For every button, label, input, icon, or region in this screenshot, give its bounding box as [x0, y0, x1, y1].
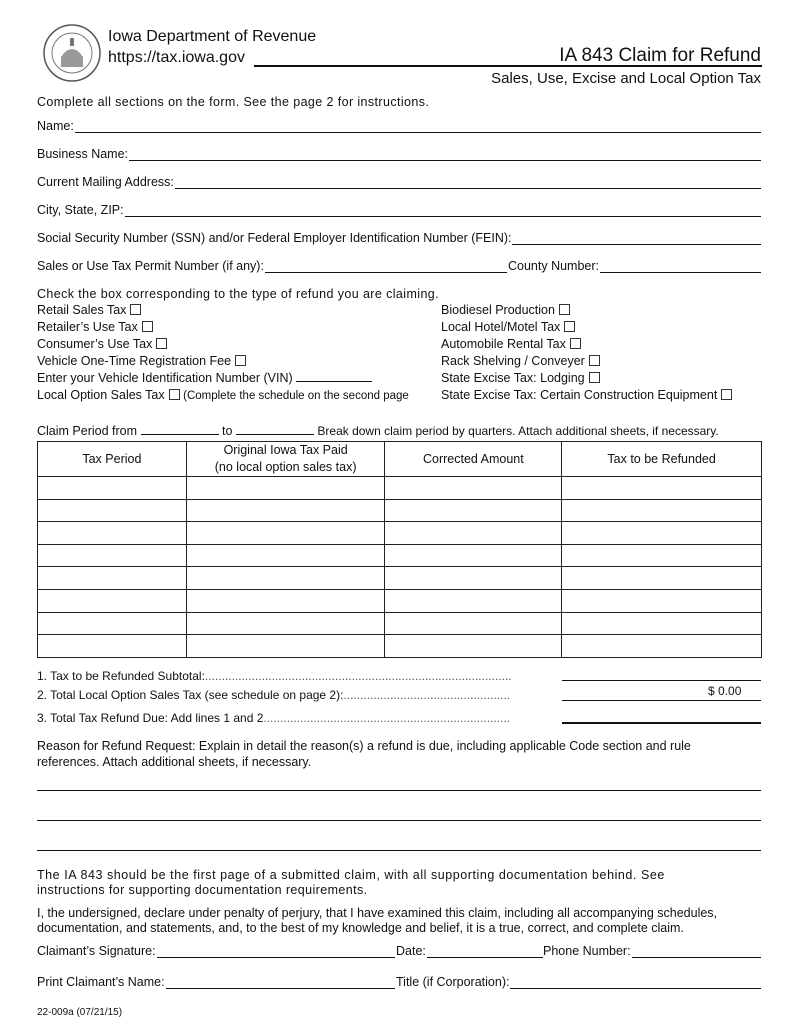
- claim-period: Claim Period from to Break down claim period by quarters. Attach additional sheets, if necessary.: [37, 424, 719, 438]
- checkbox-icon[interactable]: [142, 321, 153, 332]
- table-cell-input[interactable]: [562, 612, 762, 635]
- table-cell-input[interactable]: [562, 635, 762, 658]
- table-cell-input[interactable]: [562, 499, 762, 522]
- vin-field[interactable]: Enter your Vehicle Identification Number (VIN): [37, 371, 372, 385]
- phone-field[interactable]: Phone Number:: [543, 944, 761, 958]
- checkbox-local-option-sales-tax[interactable]: Local Option Sales Tax (Complete the schedule on the second page: [37, 388, 409, 402]
- table-cell-input[interactable]: [186, 635, 385, 658]
- table-cell-input[interactable]: [38, 477, 187, 500]
- reason-input-1[interactable]: [37, 790, 761, 791]
- checkbox-excise-construction[interactable]: State Excise Tax: Certain Construction Equipment: [441, 388, 732, 402]
- table-row: [38, 499, 762, 522]
- table-cell-input[interactable]: [38, 544, 187, 567]
- checkbox-retail-sales-tax[interactable]: Retail Sales Tax: [37, 303, 141, 317]
- table-cell-input[interactable]: [186, 522, 385, 545]
- form-title: IA 843 Claim for Refund: [559, 45, 761, 66]
- table-row: [38, 612, 762, 635]
- checkbox-icon[interactable]: [156, 338, 167, 349]
- business-name-label: Business Name:: [37, 147, 129, 161]
- checkbox-consumers-use-tax[interactable]: Consumer’s Use Tax: [37, 337, 167, 351]
- notice-line-2: instructions for supporting documentation requirements.: [37, 883, 368, 897]
- table-cell-input[interactable]: [38, 612, 187, 635]
- checkbox-icon[interactable]: [570, 338, 581, 349]
- table-cell-input[interactable]: [38, 635, 187, 658]
- table-cell-input[interactable]: [38, 589, 187, 612]
- checkbox-biodiesel[interactable]: Biodiesel Production: [441, 303, 570, 317]
- form-number: 22-009a (07/21/15): [37, 1007, 123, 1018]
- table-row: [38, 589, 762, 612]
- mailing-address-label: Current Mailing Address:: [37, 175, 174, 189]
- name-field[interactable]: [37, 119, 761, 133]
- table-cell-input[interactable]: [186, 589, 385, 612]
- table-cell-input[interactable]: [38, 567, 187, 590]
- table-cell-input[interactable]: [562, 477, 762, 500]
- reason-line-2: references. Attach additional sheets, if necessary.: [37, 755, 312, 769]
- reason-input-2[interactable]: [37, 820, 761, 821]
- checkbox-hotel-motel[interactable]: Local Hotel/Motel Tax: [441, 320, 575, 334]
- reason-line-1: Reason for Refund Request: Explain in detail the reason(s) a refund is due, including applicable Code section and rule: [37, 739, 691, 753]
- col-original-tax-paid: Original Iowa Tax Paid (no local option sales tax): [186, 442, 385, 477]
- local-option-total-value: $ 0.00: [708, 684, 742, 698]
- col-tax-refunded: Tax to be Refunded: [562, 442, 762, 477]
- form-subtitle: Sales, Use, Excise and Local Option Tax: [491, 70, 761, 87]
- table-row: [38, 522, 762, 545]
- declaration-line-1: I, the undersigned, declare under penalty of perjury, that I have examined this claim, including all accompanying schedules,: [37, 906, 718, 920]
- print-name-field[interactable]: Print Claimant’s Name:: [37, 975, 395, 989]
- iowa-revenue-seal-logo: [42, 23, 102, 83]
- table-row: [38, 567, 762, 590]
- signature-field[interactable]: Claimant’s Signature:: [37, 944, 395, 958]
- total-line-3: 3. Total Tax Refund Due: Add lines 1 and 2..........................................................................: [37, 711, 511, 725]
- table-cell-input[interactable]: [38, 499, 187, 522]
- checkbox-icon[interactable]: [559, 304, 570, 315]
- checkbox-icon[interactable]: [130, 304, 141, 315]
- table-row: [38, 544, 762, 567]
- permit-label: Sales or Use Tax Permit Number (if any):: [37, 259, 264, 273]
- subtotal-input[interactable]: [562, 680, 761, 681]
- table-cell-input[interactable]: [385, 544, 562, 567]
- checkbox-icon[interactable]: [169, 389, 180, 400]
- checkbox-excise-lodging[interactable]: State Excise Tax: Lodging: [441, 371, 600, 385]
- checkbox-auto-rental[interactable]: Automobile Rental Tax: [441, 337, 581, 351]
- city-state-zip-field[interactable]: [37, 203, 761, 217]
- mailing-address-field[interactable]: [37, 175, 761, 189]
- agency-name: Iowa Department of Revenue: [108, 28, 317, 45]
- checkbox-icon[interactable]: [589, 355, 600, 366]
- permit-number-field[interactable]: [37, 259, 507, 273]
- table-row: [38, 635, 762, 658]
- refund-table: [37, 441, 762, 658]
- city-state-zip-label: City, State, ZIP:: [37, 203, 124, 217]
- agency-url[interactable]: https://tax.iowa.gov: [108, 49, 245, 66]
- table-cell-input[interactable]: [562, 567, 762, 590]
- table-cell-input[interactable]: [186, 477, 385, 500]
- table-cell-input[interactable]: [385, 522, 562, 545]
- checkbox-icon[interactable]: [589, 372, 600, 383]
- col-tax-period: Tax Period: [38, 442, 187, 477]
- ssn-fein-field[interactable]: [37, 231, 761, 245]
- table-cell-input[interactable]: [385, 499, 562, 522]
- table-cell-input[interactable]: [385, 477, 562, 500]
- business-name-field[interactable]: [37, 147, 761, 161]
- table-cell-input[interactable]: [385, 589, 562, 612]
- checkbox-retailers-use-tax[interactable]: Retailer’s Use Tax: [37, 320, 153, 334]
- local-option-total-input[interactable]: [562, 700, 761, 701]
- claim-from-input[interactable]: [141, 424, 219, 435]
- table-cell-input[interactable]: [562, 589, 762, 612]
- claim-to-input[interactable]: [236, 424, 314, 435]
- checkbox-vehicle-registration-fee[interactable]: Vehicle One-Time Registration Fee: [37, 354, 246, 368]
- table-cell-input[interactable]: [186, 499, 385, 522]
- checkbox-icon[interactable]: [235, 355, 246, 366]
- table-cell-input[interactable]: [385, 567, 562, 590]
- col-corrected-amount: Corrected Amount: [385, 442, 562, 477]
- table-cell-input[interactable]: [385, 612, 562, 635]
- table-cell-input[interactable]: [562, 544, 762, 567]
- instructions: Complete all sections on the form. See the page 2 for instructions.: [37, 95, 430, 109]
- table-row: [38, 477, 762, 500]
- table-cell-input[interactable]: [562, 522, 762, 545]
- ssn-fein-label: Social Security Number (SSN) and/or Federal Employer Identification Number (FEIN):: [37, 231, 512, 245]
- county-number-field[interactable]: [508, 259, 761, 273]
- name-label: Name:: [37, 119, 74, 133]
- table-cell-input[interactable]: [186, 612, 385, 635]
- total-line-1: 1. Tax to be Refunded Subtotal:............................................................................................: [37, 669, 512, 683]
- title-field[interactable]: Title (if Corporation):: [396, 975, 761, 989]
- county-label: County Number:: [508, 259, 600, 273]
- checkbox-icon[interactable]: [721, 389, 732, 400]
- date-field[interactable]: Date:: [396, 944, 543, 958]
- declaration-line-2: documentation, and statements, and, to the best of my knowledge and belief, it is a true, correct, and complete claim.: [37, 921, 684, 935]
- reason-input-3[interactable]: [37, 850, 761, 851]
- checkbox-rack-shelving[interactable]: Rack Shelving / Conveyer: [441, 354, 600, 368]
- total-refund-input[interactable]: [562, 722, 761, 724]
- table-cell-input[interactable]: [186, 567, 385, 590]
- checkbox-icon[interactable]: [564, 321, 575, 332]
- table-cell-input[interactable]: [38, 522, 187, 545]
- table-cell-input[interactable]: [186, 544, 385, 567]
- total-line-2: 2. Total Local Option Sales Tax (see schedule on page 2):..................................................: [37, 688, 511, 702]
- refund-type-prompt: Check the box corresponding to the type of refund you are claiming.: [37, 287, 440, 301]
- notice-line-1: The IA 843 should be the first page of a submitted claim, with all supporting documentation behind. See: [37, 868, 665, 882]
- table-cell-input[interactable]: [385, 635, 562, 658]
